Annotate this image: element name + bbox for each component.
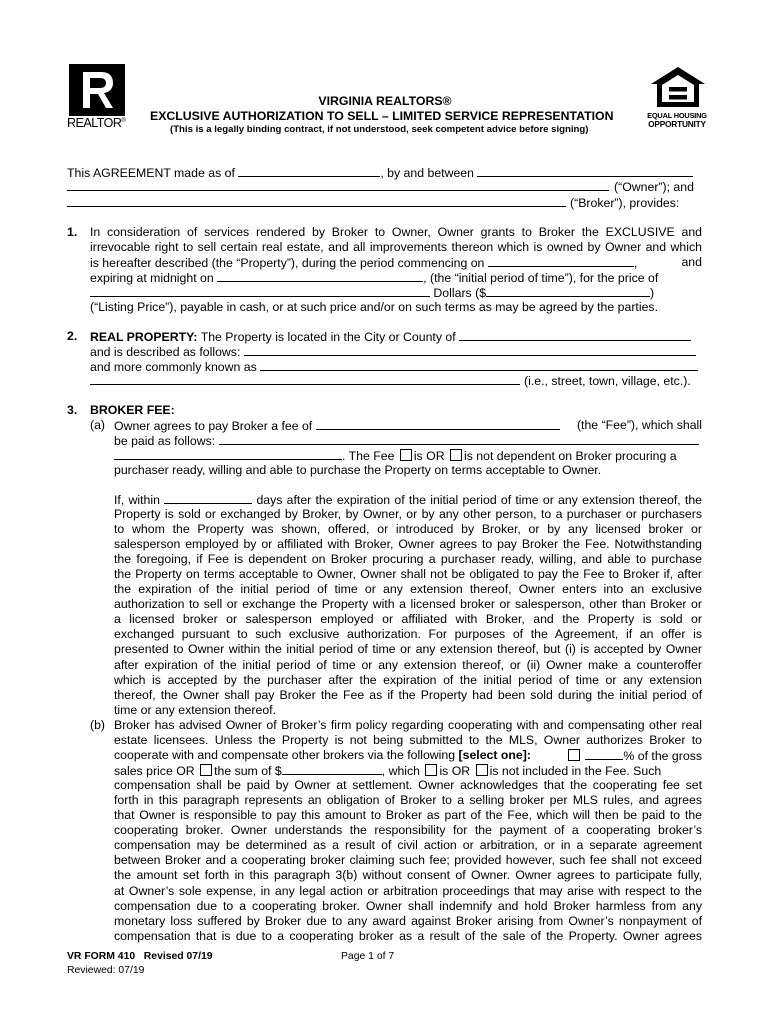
section-1-line: In consideration of services rendered by Broker to Owner, Owner grants to Broker the EXCLUSIVE and bbox=[90, 225, 702, 239]
section-2-line1 bbox=[90, 329, 691, 345]
equal-housing-line1: EQUAL HOUSING bbox=[647, 111, 707, 120]
reviewed-date: Reviewed: 07/19 bbox=[67, 965, 145, 976]
intro-line1 bbox=[67, 165, 693, 181]
section-2-number: 2. bbox=[67, 329, 78, 343]
fee-is-checkbox[interactable] bbox=[400, 449, 412, 461]
equal-housing-line2: OPPORTUNITY bbox=[648, 119, 706, 129]
section-3b-line: compensation due to a cooperating broker. Owner shall indemnify and hold Broker harmless from any bbox=[114, 898, 702, 913]
expiring-label: expiring at midnight on bbox=[90, 271, 214, 286]
section-3a-line: purchaser ready, willing and able to purchase the Property on terms acceptable to Owner. bbox=[114, 463, 602, 478]
percent-checkbox[interactable] bbox=[568, 749, 580, 761]
address-hint: (i.e., street, town, village, etc.). bbox=[524, 374, 691, 388]
paid-as-follows-field-2[interactable] bbox=[114, 448, 342, 460]
paid-as-follows-label: be paid as follows: bbox=[114, 434, 216, 449]
commencing-date-field[interactable] bbox=[488, 255, 634, 267]
section-3-number: 3. bbox=[67, 403, 78, 417]
city-county-label: The Property is located in the City or County of bbox=[200, 330, 456, 344]
sum-of-label: the sum of $ bbox=[214, 764, 282, 779]
section-3b-line: compensation may be determined as a result of civil action or arbitration, or in a separate agreement bbox=[114, 838, 702, 853]
paragraph-line: time or any extension thereof. bbox=[114, 702, 276, 717]
paragraph-line: which is accepted by the purchaser after the expiration of the initial period of time or any extension bbox=[114, 672, 702, 687]
dollars-label: Dollars ($ bbox=[433, 286, 487, 301]
paragraph-line: thereof, the Owner shall pay Broker the Fee as if the Property had been sold during the initial period of bbox=[114, 687, 702, 702]
section-2-line3 bbox=[90, 359, 698, 375]
cooperate-label: cooperate with and compensate other brokers via the following bbox=[114, 748, 456, 763]
not-included-label: is not included in the Fee. Such bbox=[489, 764, 662, 779]
if-within-label: If, within bbox=[114, 493, 160, 507]
section-3b-line: that Owner is responsible to pay this amount to Broker as part of the Fee, which will then be paid to the bbox=[114, 808, 702, 823]
section-3b-line: cooperating broker. Owner understands the responsibility for the payment of a cooperating broker’s bbox=[114, 823, 702, 838]
comma: , bbox=[633, 256, 638, 271]
section-3b-line: compensation shall be paid by Owner at settlement. Owner acknowledges that the cooperating fee set bbox=[114, 778, 702, 793]
realtor-logo-mark: ® bbox=[121, 117, 126, 124]
form-title: EXCLUSIVE AUTHORIZATION TO SELL – LIMITED SERVICE REPRESENTATION bbox=[150, 109, 614, 123]
paragraph-line: the expiration of the initial period of time or any extension thereof, Owner enters into an exclusive bbox=[114, 582, 702, 597]
equal-housing-icon bbox=[649, 66, 707, 108]
intro-by-and-between: , by and between bbox=[380, 166, 474, 180]
paragraph-line: to whom the Property was shown, offered, or introduced by Broker, or by any licensed broker or bbox=[114, 522, 702, 537]
days-after-label: days after the expiration of the initial period of time or any extension thereof, the bbox=[256, 493, 703, 507]
paragraph-line: a licensed broker or salesperson employed or affiliated with Broker, and the Property is sold or bbox=[114, 612, 702, 627]
section-3b-line: Broker has advised Owner of Broker’s firm policy regarding cooperating with and compensating other real bbox=[114, 718, 702, 732]
realtor-logo-text: REALTOR bbox=[67, 116, 122, 130]
owner-label: (“Owner”); and bbox=[614, 180, 694, 194]
sales-price-or-label: sales price OR bbox=[114, 764, 195, 779]
section-1-line: is hereafter described (the “Property”), during the period commencing on bbox=[90, 256, 485, 271]
is-not-dependent-label: is not dependent on Broker procuring a bbox=[464, 449, 677, 464]
section-3a-paragraph bbox=[114, 492, 702, 718]
page-number: Page 1 of 7 bbox=[341, 951, 395, 962]
section-2-heading: REAL PROPERTY: bbox=[90, 330, 198, 344]
sub-a-label: (a) bbox=[90, 418, 106, 432]
section-3-heading: BROKER FEE: bbox=[90, 403, 175, 417]
sum-field[interactable] bbox=[282, 763, 382, 775]
paragraph-line: authorization to sell or exchange the Property with a licensed broker or salesperson, other than Broker or bbox=[114, 597, 702, 612]
paragraph-line: Property is sold or exchanged by Broker, by Owner, or by any other person, to a purchaser or purchasers bbox=[114, 507, 702, 522]
section-3b-line: monetary loss suffered by Broker due to any award against Broker arising from Owner’s nonpayment of bbox=[114, 913, 702, 928]
expiring-date-field[interactable] bbox=[217, 270, 423, 282]
broker-name-field[interactable] bbox=[67, 206, 566, 207]
price-words-field[interactable] bbox=[90, 285, 430, 297]
paragraph-line: the Property on terms acceptable to Owner, Owner shall not be obligated to pay the Fee to Broker if, after bbox=[114, 567, 702, 582]
intro-made-as-of: This AGREEMENT made as of bbox=[67, 166, 235, 180]
section-1-number: 1. bbox=[67, 225, 78, 239]
price-amount-field[interactable] bbox=[486, 285, 650, 297]
section-3b-line: the amount set forth in this paragraph 3(b) without consent of Owner. Owner agrees to participate fully, bbox=[114, 868, 702, 883]
fee-which-shall: (the “Fee”), which shall bbox=[576, 418, 702, 432]
sum-checkbox[interactable] bbox=[200, 764, 212, 776]
equal-housing-logo bbox=[646, 66, 708, 132]
paragraph-line: after expiration of the initial period of time or any extension thereof, or (ii) Owner make a counteroffer bbox=[114, 657, 702, 672]
form-subtitle: (This is a legally binding contract, if not understood, seek competent advice before signing) bbox=[170, 124, 589, 135]
org-name: VIRGINIA REALTORS® bbox=[318, 94, 452, 108]
fee-label: Owner agrees to pay Broker a fee of bbox=[114, 419, 313, 433]
coop-is-not-checkbox[interactable] bbox=[476, 764, 488, 776]
section-3b-text bbox=[114, 718, 702, 944]
paragraph-line: the foregoing, if Fee is dependent on Broker procuring a purchaser ready, willing, and able to purchase bbox=[114, 552, 702, 567]
fee-field[interactable] bbox=[316, 418, 560, 430]
party-one-field[interactable] bbox=[477, 165, 693, 177]
section-3a-text bbox=[114, 418, 702, 478]
city-county-field[interactable] bbox=[459, 329, 691, 341]
section-1-line: (“Listing Price”), payable in cash, or at such price and/or on such terms as may be agreed by the parties. bbox=[90, 300, 658, 315]
address-field[interactable] bbox=[90, 384, 520, 385]
initial-period-label: , (the “initial period of time”), for the price of bbox=[423, 271, 659, 286]
is-or-label: is OR bbox=[413, 449, 445, 464]
section-1-and: and bbox=[681, 255, 702, 270]
days-field[interactable] bbox=[164, 492, 252, 504]
select-one-label: [select one]: bbox=[458, 748, 531, 763]
section-1-line: irrevocable right to sell certain real estate, and all improvements thereon which is owned by Owner and which bbox=[90, 240, 702, 255]
known-as-field[interactable] bbox=[260, 359, 698, 371]
realtor-r-icon bbox=[69, 64, 125, 116]
which-label: , which bbox=[381, 764, 421, 779]
close-paren: ) bbox=[650, 286, 655, 301]
fee-is-not-checkbox[interactable] bbox=[450, 449, 462, 461]
is-or-label-2: is OR bbox=[439, 764, 471, 779]
percent-gross-label: % of the gross bbox=[623, 749, 702, 764]
section-3b-line: forth in this paragraph represents an obligation of Broker to a selling broker per MLS rules, and agrees bbox=[114, 793, 702, 808]
section-3b-line: between Broker and a cooperating broker claiming such fee; provided however, such fee shall not exceed bbox=[114, 853, 702, 868]
paragraph-line: exchanged pursuant to such exclusive authorization. For purposes of the Agreement, if an offer is bbox=[114, 627, 702, 642]
broker-label: (“Broker”), provides: bbox=[570, 196, 680, 210]
section-1-text bbox=[90, 225, 702, 315]
sub-b-label: (b) bbox=[90, 718, 106, 732]
coop-is-checkbox[interactable] bbox=[425, 764, 437, 776]
section-3b-line: compensation that is due to a cooperating broker as a result of the sale of the Property. Owner agrees bbox=[114, 928, 702, 943]
description-field[interactable] bbox=[244, 344, 696, 356]
paid-as-follows-field[interactable] bbox=[219, 433, 699, 445]
paragraph-line: presented to Owner within the initial period of time or any extension thereof, but (i) is accepted by Owner bbox=[114, 642, 702, 657]
percent-field[interactable] bbox=[585, 748, 623, 760]
paragraph-line: salesperson employed by or affiliated with Broker, Owner agrees to pay Broker the Fee. Notwithstanding bbox=[114, 537, 702, 552]
section-3b-line: estate licensees. Unless the Property is not being submitted to the MLS, Owner authorizes Broker to bbox=[114, 733, 702, 748]
section-2-line2 bbox=[90, 344, 696, 360]
agreement-date-field[interactable] bbox=[238, 165, 380, 177]
form-number: VR FORM 410 Revised 07/19 bbox=[67, 951, 213, 962]
fee-dependent-label: . The Fee bbox=[342, 449, 395, 464]
known-as-label: and more commonly known as bbox=[90, 360, 257, 374]
described-label: and is described as follows: bbox=[90, 345, 241, 359]
section-3b-line: at Owner’s sole expense, in any legal action or arbitration proceedings that may arise with respect to the bbox=[114, 883, 702, 898]
owner-name-field[interactable] bbox=[67, 190, 609, 191]
